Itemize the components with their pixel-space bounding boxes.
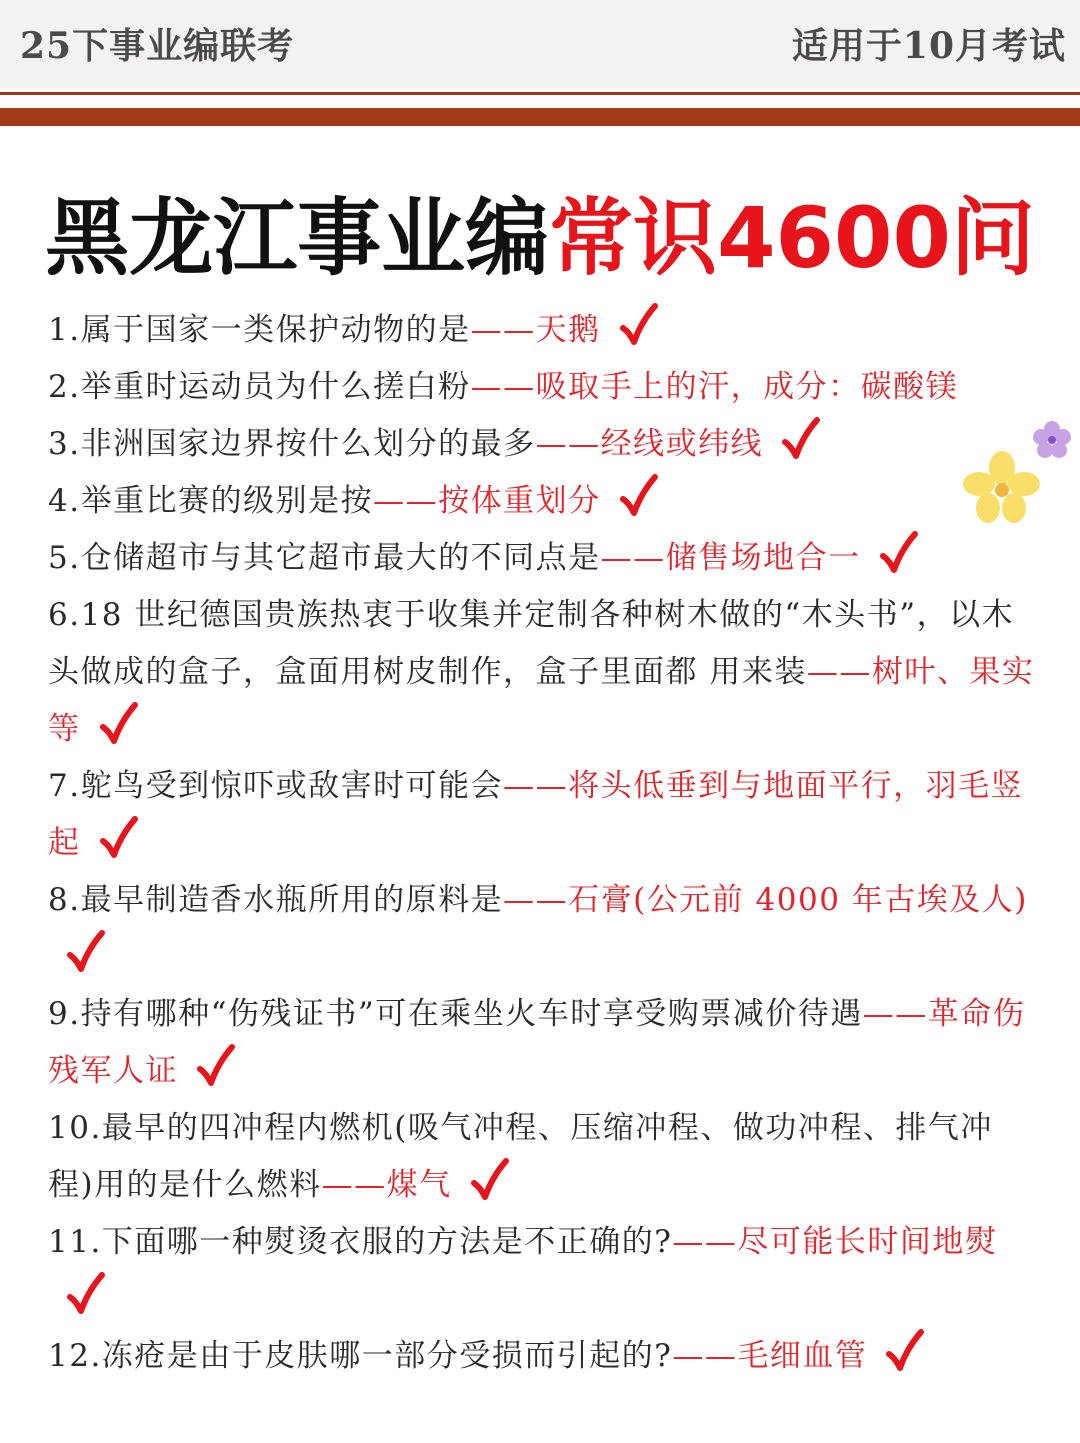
- answer-text: ——革命伤残军人证: [48, 996, 1026, 1089]
- header-right-text: 适用于10月考试: [791, 25, 1066, 67]
- checkmark-icon: [196, 1043, 236, 1089]
- qa-item: [48, 872, 1038, 986]
- question-text: 2.举重时运动员为什么搓白粉: [48, 369, 471, 405]
- qa-item: [48, 416, 1038, 473]
- checkmark-icon: [470, 1157, 510, 1203]
- checkmark-icon: [619, 473, 659, 519]
- qa-item: [48, 758, 1038, 872]
- qa-item: [48, 1214, 1038, 1328]
- checkmark-icon: [781, 416, 821, 462]
- checkmark-icon: [99, 815, 139, 861]
- question-text: 8.最早制造香水瓶所用的原料是: [48, 882, 504, 918]
- yellow-flower-icon: [962, 450, 1042, 526]
- checkmark-icon: [66, 929, 106, 975]
- answer-text: ——将头低垂到与地面平行，羽毛竖起: [48, 768, 1024, 861]
- checkmark-icon: [879, 530, 919, 576]
- question-text: 10.最早的四冲程内燃机(吸气冲程、压缩冲程、做功冲程、排气冲程)用的是什么燃料: [48, 1110, 993, 1203]
- answer-text: ——天鹅: [470, 312, 601, 348]
- question-text: 9.持有哪种“伤残证书”可在乘坐火车时享受购票减价待遇: [48, 996, 863, 1032]
- answer-text: ——按体重划分: [373, 483, 601, 519]
- question-text: 12.冻疮是由于皮肤哪一部分受损而引起的?: [48, 1338, 673, 1374]
- answer-text: ——吸取手上的汗，成分：碳酸镁: [470, 369, 959, 405]
- answer-text: ——煤气: [321, 1167, 452, 1203]
- answer-text: ——储售场地合一: [600, 540, 861, 576]
- question-text: 7.鸵鸟受到惊吓或敌害时可能会: [48, 768, 504, 804]
- divider-thin: [0, 92, 1080, 95]
- qa-item: [48, 302, 1038, 359]
- qa-item: [48, 359, 1038, 416]
- question-text: 1.属于国家一类保护动物的是: [48, 312, 471, 348]
- question-text: 3.非洲国家边界按什么划分的最多: [48, 426, 536, 462]
- qa-item: [48, 587, 1038, 758]
- qa-item: [48, 1328, 1038, 1385]
- title-red-part: 常识4600问: [549, 189, 1035, 287]
- answer-text: ——石膏(公元前 4000 年古埃及人): [503, 882, 1028, 918]
- header-bar: [0, 0, 1080, 88]
- qa-item: [48, 986, 1038, 1100]
- question-text: 4.举重比赛的级别是按: [48, 483, 374, 519]
- answer-text: ——毛细血管: [672, 1338, 868, 1374]
- checkmark-icon: [99, 701, 139, 747]
- checkmark-icon: [66, 1271, 106, 1317]
- page-title: [0, 188, 1080, 288]
- checkmark-icon: [885, 1328, 925, 1374]
- qa-item: [48, 1100, 1038, 1214]
- question-text: 11.下面哪一种熨烫衣服的方法是不正确的?: [48, 1224, 673, 1260]
- header-left-text: 25下事业编联考: [20, 25, 295, 67]
- answer-text: ——树叶、果实等: [48, 654, 1035, 747]
- question-text: 6.18 世纪德国贵族热衷于收集并定制各种树木做的“木头书”，以木头做成的盒子，盒面用树皮制作，盒子里面都 用来装: [48, 597, 1015, 690]
- answer-text: ——经线或纬线: [535, 426, 764, 462]
- qa-item: [48, 473, 1038, 530]
- qa-item: [48, 530, 1038, 587]
- question-text: 5.仓储超市与其它超市最大的不同点是: [48, 540, 601, 576]
- divider-thick: [0, 108, 1080, 126]
- qa-list: [48, 302, 1038, 1385]
- answer-text: ——尽可能长时间地熨: [672, 1224, 998, 1260]
- checkmark-icon: [619, 302, 659, 348]
- title-black-part: 黑龙江事业编: [45, 189, 550, 287]
